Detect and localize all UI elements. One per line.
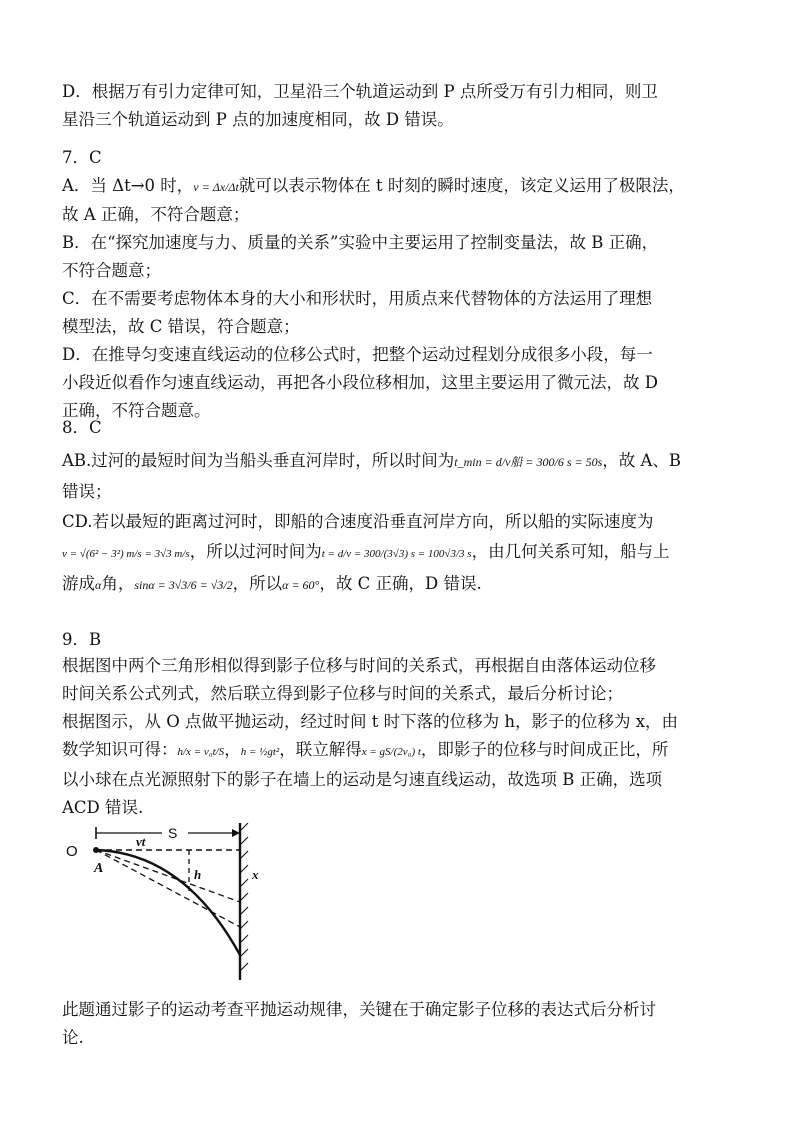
q8-cd-equation3: sinα = 3√3/6 = √3/2 — [134, 578, 233, 592]
q8-cd-equation4: α = 60° — [282, 578, 320, 592]
q7-c-line1: C．在不需要考虑物体本身的大小和形状时，用质点来代替物体的方法运用了理想 — [62, 289, 653, 308]
q6-d-line1: D．根据万有引力定律可知，卫星沿三个轨道运动到 P 点所受万有引力相同，则卫 — [62, 82, 658, 101]
q9-p2-line2-pre: 数学知识可得： — [62, 740, 178, 759]
label-o: O — [66, 843, 78, 860]
q8-ab-line1-post: ，故 A、B — [602, 451, 682, 470]
label-a: A — [94, 861, 104, 876]
q9-equation3: x = gS/(2v₀) t — [361, 746, 421, 758]
q8-explanation — [62, 446, 742, 600]
q8-answer: 8．C — [62, 418, 102, 437]
q9-summary-line2: 论. — [62, 1028, 84, 1047]
q7-a-equation: v = Δx/Δt — [193, 180, 239, 194]
parabolic-trajectory — [96, 850, 240, 955]
q7-answer: 7．C — [62, 148, 102, 167]
q7-d-line3: 正确，不符合题意。 — [62, 401, 211, 420]
shadow-ray-lower — [96, 850, 240, 927]
q9-summary — [62, 996, 742, 1052]
q7-b-line2: 不符合题意； — [62, 261, 161, 280]
q9-answer: 9．B — [62, 630, 102, 649]
q7-c-line2: 模型法，故 C 错误，符合题意； — [62, 317, 300, 336]
q6-option-d — [62, 78, 742, 134]
label-s: S — [168, 825, 178, 841]
q7-b-line1: B．在“探究加速度与力、质量的关系”实验中主要运用了控制变量法，故 B 正确， — [62, 233, 659, 252]
q8-cd-alpha: α — [95, 578, 102, 592]
q9-p2-line3: 以小球在点光源照射下的影子在墙上的运动是匀速直线运动，故选项 B 正确，选项 — [62, 770, 663, 789]
q8-cd-equation2: t = d/v = 300/(3√3) s = 100√3/3 s — [321, 548, 472, 560]
label-h: h — [194, 867, 202, 882]
q8-cd-line3-mid: 角， — [101, 574, 135, 593]
q8-cd-line2-mid: ，所以过河时间为 — [189, 542, 322, 561]
q7-a-line2: 故 A 正确，不符合题意； — [62, 205, 250, 224]
projectile-shadow-diagram — [64, 815, 264, 985]
q9-p2-line2-mid: ，联立解得 — [279, 740, 362, 759]
q8-cd-line3-post: ，故 C 正确，D 错误. — [319, 574, 482, 593]
label-vt: vt — [136, 834, 146, 849]
q9-p1-line1: 根据图中两个三角形相似得到影子位移与时间的关系式，再根据自由落体运动位移 — [62, 656, 656, 675]
q7-d-line2: 小段近似看作匀速直线运动，再把各小段位移相加，这里主要运用了微元法，故 D — [62, 373, 658, 392]
q9-summary-line1: 此题通过影子的运动考查平抛运动规律，关键在于确定影子位移的表达式后分析讨 — [62, 1000, 656, 1019]
ball-start-point — [93, 847, 99, 853]
q7-a-line1-post: 就可以表示物体在 t 时刻的瞬时速度，该定义运用了极限法， — [238, 176, 685, 195]
q6-d-line2: 星沿三个轨道运动到 P 点的加速度相同，故 D 错误。 — [62, 110, 454, 129]
q9-explanation: 根据图中两个三角形相似得到影子位移与时间的关系式，再根据自由落体运动位移 时间关系公式列式，然后联立得到影子位移与时间的关系式，最后分析讨论； 根据图示，从 O 点做平抛运动，经过时间 t 时下落的位移为 h，影子的位移为 x，由 数学知识可得：h/x = v₀t/S，h = ½gt²，联立解得x = gS/(2v₀) t，即影子的位移与时间成正比，所 以小球在点光源照射下的影子在墙上的运动是匀速直线运动，故选项 B 正确，选项 ACD 错误. — [62, 656, 679, 817]
q7-explanation — [62, 172, 742, 425]
q7-d-line1: D．在推导匀变速直线运动的位移公式时，把整个运动过程划分成很多小段，每一 — [62, 345, 653, 364]
q8-cd-equation1: v = √(6² − 3²) m/s = 3√3 m/s — [62, 548, 190, 560]
q8-ab-line2: 错误； — [62, 482, 112, 501]
q9-p2-line4: ACD 错误. — [62, 798, 144, 817]
q8-ab-line1-pre: AB.过河的最短时间为当船头垂直河岸时，所以时间为 — [62, 451, 455, 470]
q9-equation2: h = ½gt² — [240, 746, 280, 758]
q8-cd-line3-mid2: ，所以 — [232, 574, 283, 593]
q8-ab-equation: t_min = d/v船 = 300/6 s = 50s — [454, 455, 603, 469]
q8-cd-line3-pre: 游成 — [62, 574, 95, 593]
q9-p1-line2: 时间关系公式列式，然后联立得到影子位移与时间的关系式，最后分析讨论； — [62, 684, 623, 703]
label-x: x — [252, 867, 259, 882]
q9-p2-line2-post: ，即影子的位移与时间成正比，所 — [420, 740, 669, 759]
q7-a-line1-pre: A．当 Δt→0 时， — [62, 176, 194, 195]
q8-cd-line2-post: ，由几何关系可知，船与上 — [471, 542, 670, 561]
q9-equation1: h/x = v₀t/S — [177, 746, 225, 758]
q8-cd-line1: CD.若以最短的距离过河时，即船的合速度沿垂直河岸方向，所以船的实际速度为 — [62, 512, 654, 531]
q9-p2-line1: 根据图示，从 O 点做平抛运动，经过时间 t 时下落的位移为 h，影子的位移为 x，由 — [62, 712, 679, 731]
shadow-ray-upper — [96, 850, 240, 902]
